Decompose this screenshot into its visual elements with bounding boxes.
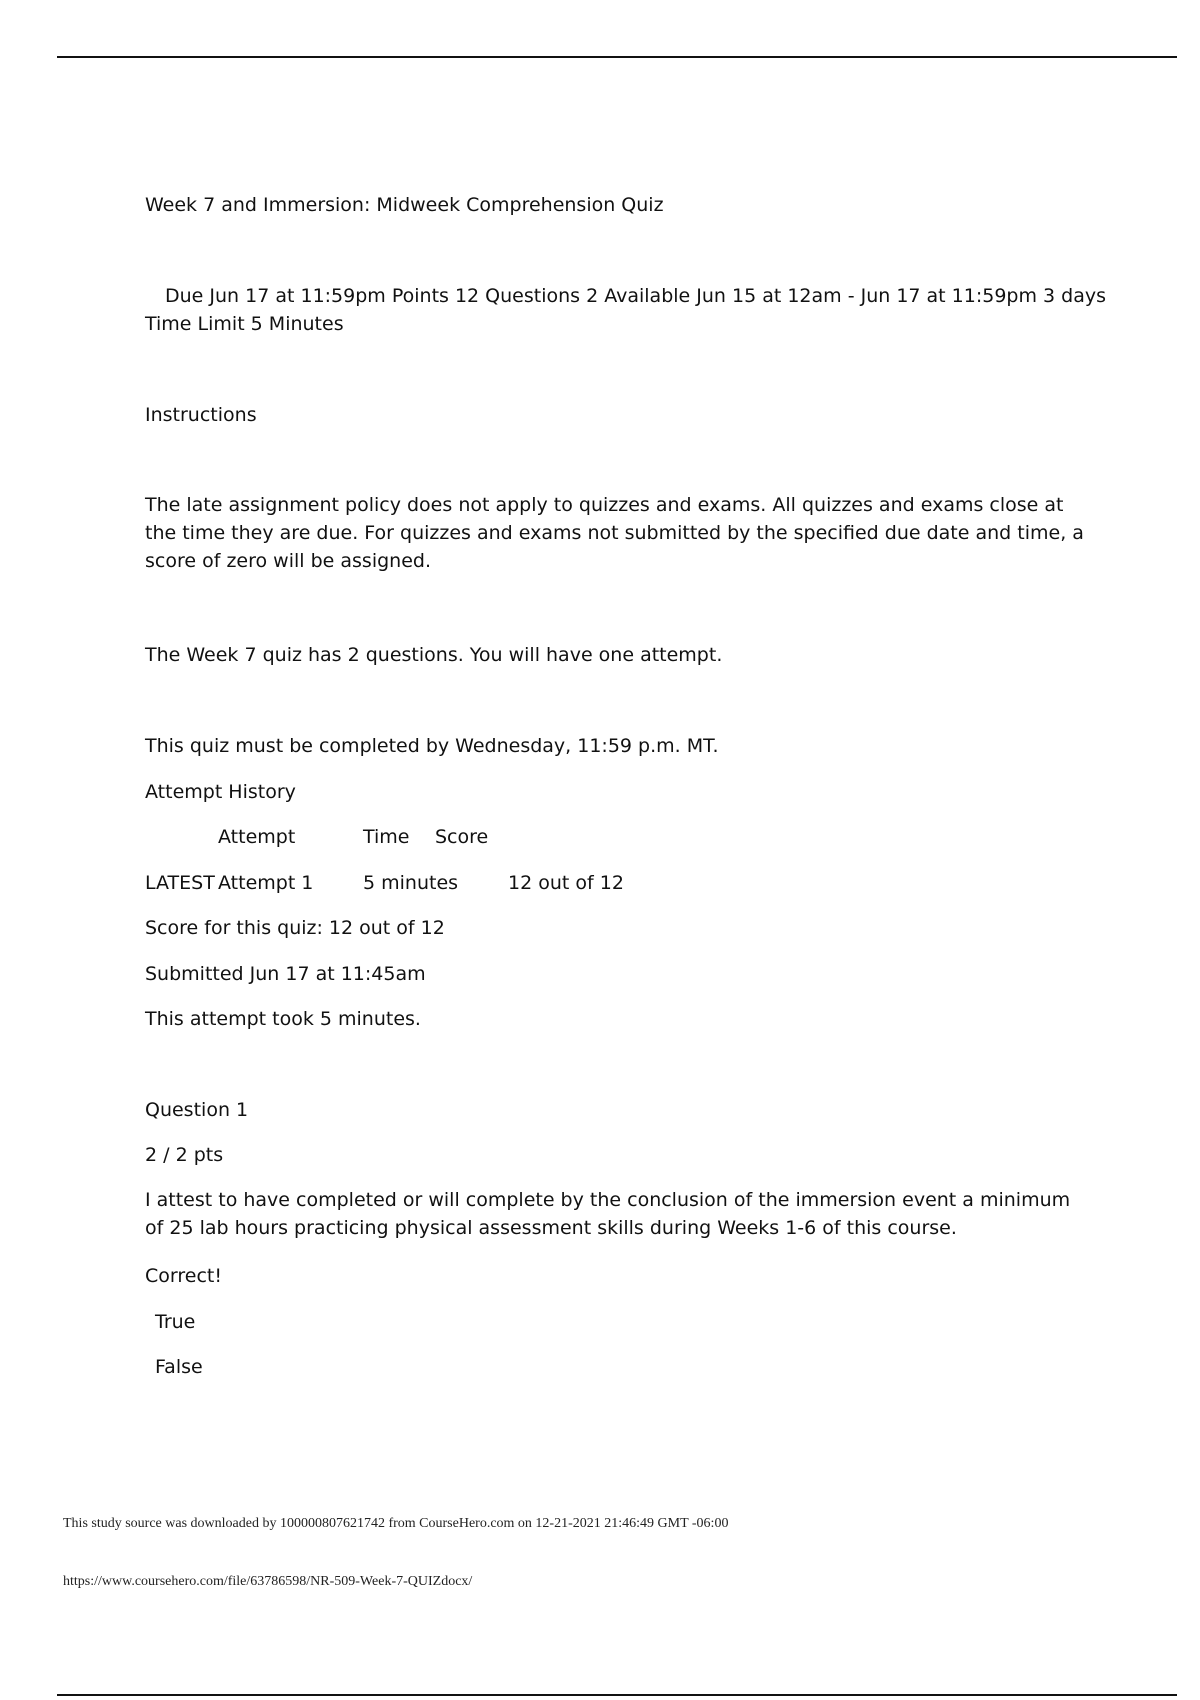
download-source-note: This study source was downloaded by 100000807621742 from CourseHero.com on 12-21-2021 21:46:49 GMT -06:00 xyxy=(63,1516,729,1531)
question-1-points: 2 / 2 pts xyxy=(145,1144,224,1166)
answer-option-false[interactable]: False xyxy=(155,1356,203,1378)
attempt-history-heading: Attempt History xyxy=(145,781,296,803)
question-1-text: I attest to have completed or will complete by the conclusion of the immersion event a minimum of 25 lab hours practicing physical assessment skills during Weeks 1-6 of this course. xyxy=(145,1189,1071,1239)
answer-option-true[interactable]: True xyxy=(155,1311,196,1333)
quiz-meta-line-1: Due Jun 17 at 11:59pm Points 12 Questions 2 Available Jun 15 at 12am - Jun 17 at 11:59pm 3 days xyxy=(165,285,1107,307)
question-1-label: Question 1 xyxy=(145,1099,249,1121)
instructions-deadline: This quiz must be completed by Wednesday, 11:59 p.m. MT. xyxy=(145,735,719,757)
attempt-score: 12 out of 12 xyxy=(508,872,624,894)
column-header-attempt: Attempt xyxy=(218,826,296,848)
top-rule xyxy=(57,56,1177,58)
instructions-paragraph: The late assignment policy does not apply to quizzes and exams. All quizzes and exams close at the time they are due. For quizzes and exams not submitted by the specified due date and time, a score of zero will be assigned. xyxy=(145,494,1084,572)
column-header-score: Score xyxy=(435,826,489,848)
quiz-meta-line-2: Time Limit 5 Minutes xyxy=(145,313,344,335)
page-title: Week 7 and Immersion: Midweek Comprehension Quiz xyxy=(145,194,664,216)
attempt-duration: This attempt took 5 minutes. xyxy=(145,1008,421,1030)
instructions-heading: Instructions xyxy=(145,404,257,426)
instructions-attempts: The Week 7 quiz has 2 questions. You will have one attempt. xyxy=(145,644,723,666)
attempt-link[interactable]: Attempt 1 xyxy=(218,872,314,894)
source-url[interactable]: https://www.coursehero.com/file/63786598/NR-509-Week-7-QUIZdocx/ xyxy=(63,1574,473,1589)
bottom-rule xyxy=(57,1694,1177,1696)
quiz-score: Score for this quiz: 12 out of 12 xyxy=(145,917,445,939)
attempt-time: 5 minutes xyxy=(363,872,459,894)
answer-feedback: Correct! xyxy=(145,1265,222,1287)
column-header-time: Time xyxy=(363,826,410,848)
latest-badge: LATEST xyxy=(145,872,215,894)
submitted-time: Submitted Jun 17 at 11:45am xyxy=(145,963,426,985)
